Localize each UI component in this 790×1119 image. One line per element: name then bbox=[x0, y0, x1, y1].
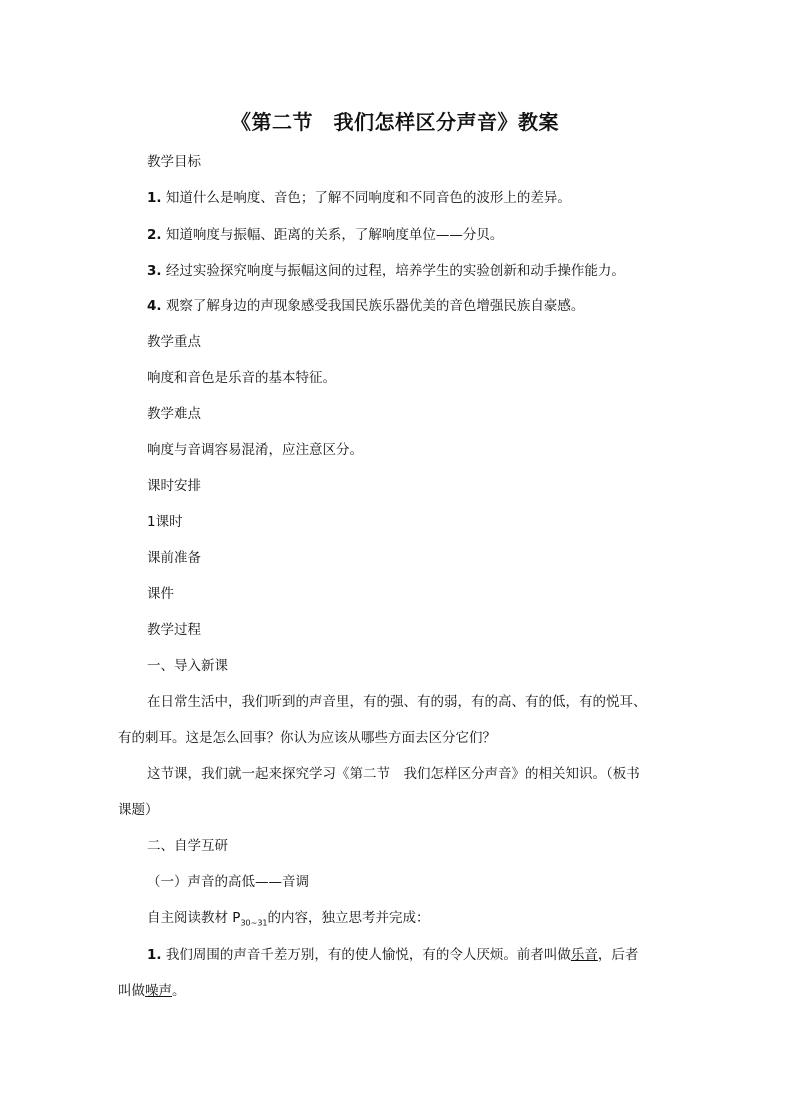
reading-suffix: 的内容，独立思考并完成： bbox=[267, 910, 430, 926]
question-1-line-2 bbox=[118, 981, 186, 1001]
goal-text: 观察了解身边的声现象感受我国民族乐器优美的音色增强民族自豪感。 bbox=[165, 298, 585, 314]
reading-instruction bbox=[147, 908, 430, 934]
intro-paragraph-1-line-2: 有的刺耳。这是怎么回事？你认为应该从哪些方面去区分它们？ bbox=[118, 730, 496, 746]
schedule-heading: 课时安排 bbox=[147, 478, 201, 494]
question-text: 叫做 bbox=[118, 983, 145, 999]
prep-text: 课件 bbox=[147, 586, 174, 602]
document-title: 《第二节 我们怎样区分声音》教案 bbox=[231, 110, 559, 134]
goal-number: 2. bbox=[147, 227, 162, 243]
question-text-tail: ，后者 bbox=[597, 947, 639, 963]
prep-heading: 课前准备 bbox=[147, 550, 201, 566]
subsection-1-heading: （一）声音的高低——音调 bbox=[147, 874, 309, 890]
goals-heading: 教学目标 bbox=[147, 154, 201, 170]
answer-blank-1: 乐音 bbox=[570, 947, 598, 963]
question-number: 1. bbox=[147, 947, 162, 963]
goal-number: 1. bbox=[147, 190, 162, 206]
difficulty-text: 响度与音调容易混淆，应注意区分。 bbox=[147, 442, 363, 458]
intro-paragraph-2-line-1: 这节课，我们就一起来探究学习《第二节 我们怎样区分声音》的相关知识。（板书 bbox=[147, 766, 640, 782]
goal-item-2 bbox=[147, 225, 503, 245]
section-2-heading: 二、自学互研 bbox=[147, 838, 228, 854]
goal-item-4 bbox=[147, 296, 584, 316]
difficulty-heading: 教学难点 bbox=[147, 406, 201, 422]
reading-prefix: 自主阅读教材 P bbox=[147, 910, 241, 926]
goal-item-1 bbox=[147, 188, 571, 208]
goal-text: 知道响度与振幅、距离的关系，了解响度单位——分贝。 bbox=[165, 227, 504, 243]
question-text: 我们周围的声音千差万别，有的使人愉悦，有的令人厌烦。前者叫做 bbox=[165, 947, 571, 963]
goal-text: 经过实验探究响度与振幅这间的过程，培养学生的实验创新和动手操作能力。 bbox=[165, 263, 625, 279]
question-1-line-1 bbox=[147, 945, 638, 965]
question-end: 。 bbox=[172, 983, 186, 999]
goal-number: 3. bbox=[147, 263, 162, 279]
answer-blank-2: 噪声 bbox=[145, 983, 172, 999]
section-1-heading: 一、导入新课 bbox=[147, 658, 228, 674]
goal-item-3 bbox=[147, 261, 625, 281]
key-text: 响度和音色是乐音的基本特征。 bbox=[147, 370, 336, 386]
process-heading: 教学过程 bbox=[147, 622, 201, 638]
goal-text: 知道什么是响度、音色；了解不同响度和不同音色的波形上的差异。 bbox=[165, 190, 571, 206]
key-heading: 教学重点 bbox=[147, 334, 201, 350]
reading-pages: 30~31 bbox=[240, 918, 268, 928]
intro-paragraph-2-line-2: 课题） bbox=[118, 802, 159, 818]
goal-number: 4. bbox=[147, 298, 162, 314]
schedule-text: 1课时 bbox=[147, 514, 183, 530]
intro-paragraph-1-line-1: 在日常生活中，我们听到的声音里，有的强、有的弱，有的高、有的低，有的悦耳、 bbox=[147, 694, 647, 710]
